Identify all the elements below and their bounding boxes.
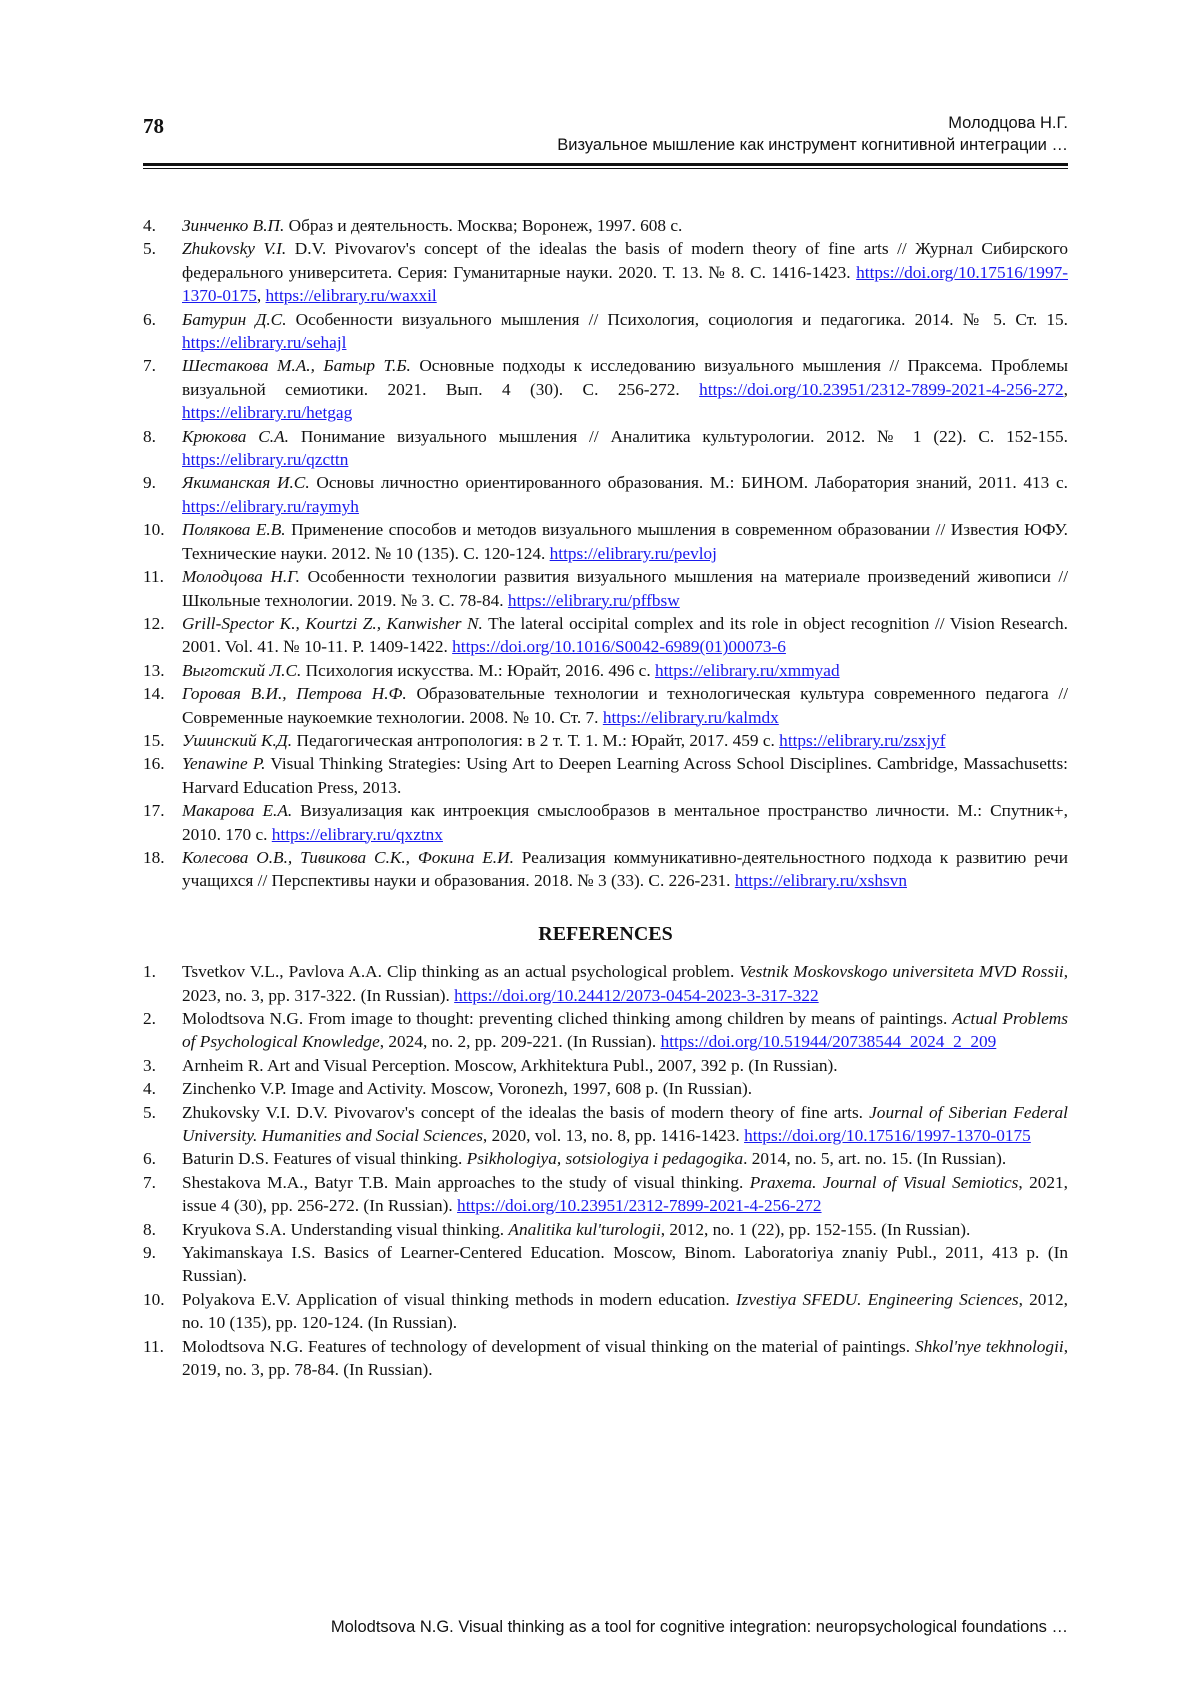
bibliography-item [143,354,1068,424]
reference-post: . 2014, no. 5, art. no. 15. (In Russian). [743,1149,1007,1169]
reference-link[interactable]: https://elibrary.ru/qxztnx [271,824,443,844]
reference-journal: Izvestiya SFEDU. Engineering Sciences [735,1289,1019,1309]
reference-link[interactable]: https://elibrary.ru/xshsvn [734,871,907,891]
reference-link[interactable]: https://elibrary.ru/hetgag [182,403,353,423]
item-number: 1. [143,962,156,982]
reference-link[interactable]: https://elibrary.ru/waxxil [265,286,437,306]
item-number: 4. [143,216,156,235]
item-description: Visual Thinking Strategies: Using Art to Deepen Learning Across School Disciplines. Cambridge, Massachusetts: Harvard Education Press, 2013. [182,754,1068,797]
reference-journal: Shkol'nye tekhnologii [914,1336,1064,1356]
item-authors: Якиманская И.С. [182,473,310,493]
bibliography-item [143,471,1068,518]
item-description: Понимание визуального мышления // Аналитика культурологии. 2012. № 1 (22). С. 152-155. [288,426,1068,446]
item-number: 7. [143,1172,156,1192]
item-text: Zhukovsky V.I. D.V. Pivovarov's concept of the idealas the basis of modern theory of fine arts // Журнал Сибирского федерального университета. Серия: Гуманитарные науки. 2020. Т. 13. № 8. С. 1416-1423. https://doi.org/10.17516/1997-1370-0175, https://elibrary.ru/waxxil [182,239,1068,306]
item-number: 3. [143,1055,156,1075]
item-number: 15. [143,730,165,750]
item-number: 16. [143,754,165,774]
item-text [182,1218,1068,1241]
item-text [182,960,1068,1007]
reference-item [143,1241,1068,1288]
bibliography-item [143,752,1068,799]
running-footer: Molodtsova N.G. Visual thinking as a tool for cognitive integration: neuropsychological foundations … [330,1618,1068,1636]
item-number: 9. [143,473,156,493]
reference-post: , 2020, vol. 13, no. 8, pp. 1416-1423. [482,1126,745,1146]
item-text [182,214,1068,237]
item-text [182,612,1068,659]
bibliography-list [143,214,1068,893]
reference-pre: Kryukova S.A. Understanding visual thinking. [182,1219,509,1239]
reference-journal: Vestnik Moskovskogo universiteta MVD Rossii [739,962,1064,982]
reference-post: , 2019, no. 3, pp. 78-84. (In Russian). [182,1336,1069,1380]
page-number: 78 [143,114,164,138]
reference-link[interactable]: https://doi.org/10.24412/2073-0454-2023-3-317-322 [454,985,819,1005]
item-description: Образ и деятельность. Москва; Воронеж, 1997. 608 с. [284,216,683,235]
item-description: Педагогическая антропология: в 2 т. Т. 1. М.: Юрайт, 2017. 459 с. [292,730,780,750]
reference-item [143,1171,1068,1218]
bibliography-item [143,214,1068,237]
item-text [182,1101,1068,1148]
item-authors: Zhukovsky V.I. [182,239,287,259]
bibliography-item [143,237,1068,307]
reference-item [143,1335,1068,1382]
reference-pre: Yakimanskaya I.S. Basics of Learner-Centered Education. Moscow, Binom. Laboratoriya znaniy Publ., 2011, 413 p. (In Russian). [182,1243,1068,1286]
item-text [182,1077,1068,1100]
item-description: Основы личностно ориентированного образования. М.: БИНОМ. Лаборатория знаний, 2011. 413 с. [309,473,1068,493]
bibliography-item [143,729,1068,752]
reference-journal: Praxema. Journal of Visual Semiotics [749,1172,1019,1192]
reference-pre: Zinchenko V.P. Image and Activity. Moscow, Voronezh, 1997, 608 p. (In Russian). [182,1079,753,1099]
reference-link[interactable]: https://elibrary.ru/xmmyad [654,660,840,680]
reference-link[interactable]: https://elibrary.ru/kalmdx [602,707,779,727]
reference-journal: Psikhologiya, sotsiologiya i pedagogika [466,1149,744,1169]
article-content [143,214,1068,1382]
item-authors: Шестакова М.А., Батыр Т.Б. [182,356,411,376]
reference-link[interactable]: https://elibrary.ru/raymyh [182,496,359,516]
bibliography-item [143,612,1068,659]
bibliography-item [143,425,1068,472]
bibliography-item [143,565,1068,612]
item-authors: Молодцова Н.Г. [182,567,301,587]
item-authors: Зинченко В.П. [182,216,285,235]
bibliography-item [143,518,1068,565]
item-number: 11. [143,567,164,587]
item-authors: Ушинский К.Д. [182,730,293,750]
item-description: Применение способов и методов визуального мышления в современном образовании // Известия ЮФУ. Технические науки. 2012. № 10 (135). С. 120-124. [182,520,1068,563]
reference-link[interactable]: https://doi.org/10.1016/S0042-6989(01)00073-6 [452,637,786,657]
running-header [143,112,1068,156]
reference-journal: Actual Problems of Psychological Knowledge [182,1009,1068,1052]
item-description: Реализация коммуникативно-деятельностного подхода к развитию речи учащихся // Перспективы науки и образования. 2018. № 3 (33). С. 226-231. [182,847,1069,891]
references-list [143,960,1068,1381]
reference-pre: Molodtsova N.G. Features of technology of development of visual thinking on the material of paintings. [182,1336,915,1356]
item-number: 5. [143,1102,156,1122]
reference-link[interactable]: https://elibrary.ru/pffbsw [507,590,680,610]
item-description: D.V. Pivovarov's concept of the idealas the basis of modern theory of fine arts // Журнал Сибирского федерального университета. Серия: Гуманитарные науки. 2020. Т. 13. № 8. С. 1416-1423. [182,239,1068,282]
item-description: Основные подходы к исследованию визуального мышления // Праксема. Проблемы визуальной семиотики. 2021. Вып. 4 (30). С. 256-272. [182,356,1068,399]
item-authors: Горовая В.И., Петрова Н.Ф. [182,684,407,704]
reference-link[interactable]: https://elibrary.ru/qzcttn [182,450,349,470]
item-number: 13. [143,660,165,680]
reference-post: , 2021, issue 4 (30), pp. 256-272. (In Russian). [182,1172,1068,1216]
item-text [182,308,1068,355]
item-text [182,471,1068,518]
item-text [182,1335,1068,1382]
reference-post: , 2012, no. 1 (22), pp. 152-155. (In Russian). [660,1219,971,1239]
reference-item [143,1288,1068,1335]
item-text [182,425,1068,472]
reference-link[interactable]: https://elibrary.ru/sehajl [182,333,347,353]
item-authors: Grill-Spector K., Kourtzi Z., Kanwisher N. [182,613,483,633]
item-authors: Макарова Е.А. [182,801,293,821]
item-number: 6. [143,309,156,329]
item-text [182,846,1068,893]
item-description: Особенности технологии развития визуального мышления на материале произведений живописи // Школьные технологии. 2019. № 3. С. 78-84. [182,567,1069,610]
item-text [182,1288,1068,1335]
bibliography-item [143,846,1068,893]
item-number: 5. [143,239,156,259]
reference-link[interactable]: https://doi.org/10.17516/1997-1370-0175 [744,1126,1031,1146]
bibliography-item [143,308,1068,355]
item-description: Образовательные технологии и технологическая культура современного педагога // Современные наукоемкие технологии. 2008. № 10. Ст. 7. [182,684,1068,727]
item-number: 10. [143,520,165,540]
item-number: 12. [143,613,165,633]
bibliography-item [143,682,1068,729]
item-description: Особенности визуального мышления // Психология, социология и педагогика. 2014. № 5. Ст. 15. [286,309,1068,329]
item-number: 9. [143,1243,156,1263]
reference-pre: Tsvetkov V.L., Pavlova A.A. Clip thinking as an actual psychological problem. [182,962,740,982]
item-number: 17. [143,801,165,821]
reference-journal: Analitika kul'turologii [508,1219,661,1239]
reference-item [143,1007,1068,1054]
item-description: The lateral occipital complex and its role in object recognition // Vision Research. 2001. Vol. 41. № 10-11. P. 1409-1422. [182,613,1068,657]
item-text [182,659,1068,682]
item-description: Психология искусства. М.: Юрайт, 2016. 496 с. [301,660,655,680]
reference-journal: Journal of Siberian Federal University. Humanities and Social Sciences [182,1102,1068,1146]
item-number: 18. [143,847,165,867]
reference-item [143,1101,1068,1148]
reference-link[interactable]: https://doi.org/10.23951/2312-7899-2021-4-256-272 [699,379,1064,399]
item-number: 7. [143,356,156,376]
item-authors: Yenawine P. [182,754,266,774]
reference-link[interactable]: https://doi.org/10.23951/2312-7899-2021-4-256-272 [457,1196,822,1216]
reference-link[interactable]: https://doi.org/10.17516/1997-1370-0175 [182,262,1068,306]
reference-link[interactable]: https://doi.org/10.51944/20738544_2024_2_209 [660,1032,997,1052]
reference-post: , 2012, no. 10 (135), pp. 120-124. (In Russian). [182,1289,1069,1333]
item-authors: Полякова Е.В. [182,520,286,540]
item-text [182,729,1068,752]
item-text [182,752,1068,799]
item-text: Шестакова М.А., Батыр Т.Б. Основные подходы к исследованию визуального мышления // Праксема. Проблемы визуальной семиотики. 2021. Вып. 4 (30). С. 256-272. https://doi.org/10.23951/2312-7899-2021-4-256-272, https://elibrary.ru/hetgag [182,356,1068,423]
item-text [182,565,1068,612]
reference-pre: Zhukovsky V.I. D.V. Pivovarov's concept of the idealas the basis of modern theory of fine arts. [182,1102,870,1122]
item-text [182,1007,1068,1054]
reference-post: , 2023, no. 3, pp. 317-322. (In Russian). [182,962,1069,1005]
item-text [182,799,1068,846]
item-number: 11. [143,1336,164,1356]
reference-item [143,960,1068,1007]
item-authors: Крюкова С.А. [182,426,289,446]
item-number: 8. [143,1219,156,1239]
item-text [182,1241,1068,1288]
header-divider [143,163,1068,169]
item-authors: Колесова О.В., Тивикова С.К., Фокина Е.И. [182,847,514,867]
reference-pre: Molodtsova N.G. From image to thought: preventing cliched thinking among children by means of paintings. [182,1009,953,1028]
reference-pre: Baturin D.S. Features of visual thinking. [182,1149,467,1169]
header-author: Молодцова Н.Г. [948,114,1068,132]
header-article-title: Визуальное мышление как инструмент когнитивной интеграции … [557,136,1068,154]
item-number: 6. [143,1149,156,1169]
item-text [182,518,1068,565]
item-authors: Выготский Л.С. [182,660,302,680]
item-number: 8. [143,426,156,446]
reference-item [143,1054,1068,1077]
reference-pre: Polyakova E.V. Application of visual thinking methods in modern education. [182,1289,736,1309]
bibliography-item [143,659,1068,682]
reference-post: , 2024, no. 2, pp. 209-221. (In Russian). [379,1032,661,1052]
reference-item [143,1147,1068,1170]
reference-item [143,1218,1068,1241]
references-heading: REFERENCES [538,922,673,945]
item-number: 10. [143,1289,165,1309]
bibliography-item [143,799,1068,846]
item-authors: Батурин Д.С. [182,309,287,329]
item-number: 2. [143,1009,156,1028]
item-text [182,1147,1068,1170]
item-text [182,1054,1068,1077]
item-number: 4. [143,1079,156,1099]
reference-pre: Arnheim R. Art and Visual Perception. Moscow, Arkhitektura Publ., 2007, 392 p. (In Russian). [182,1055,838,1075]
reference-item [143,1077,1068,1100]
reference-link[interactable]: https://elibrary.ru/pevloj [549,543,717,563]
item-text [182,1171,1068,1218]
reference-pre: Shestakova M.A., Batyr T.B. Main approaches to the study of visual thinking. [182,1172,750,1192]
item-text [182,682,1068,729]
reference-link[interactable]: https://elibrary.ru/zsxjyf [779,730,946,750]
item-number: 14. [143,684,165,704]
item-description: Визуализация как интроекция смыслообразов в ментальное пространство личности. М.: Спутник+, 2010. 170 с. [182,801,1068,844]
